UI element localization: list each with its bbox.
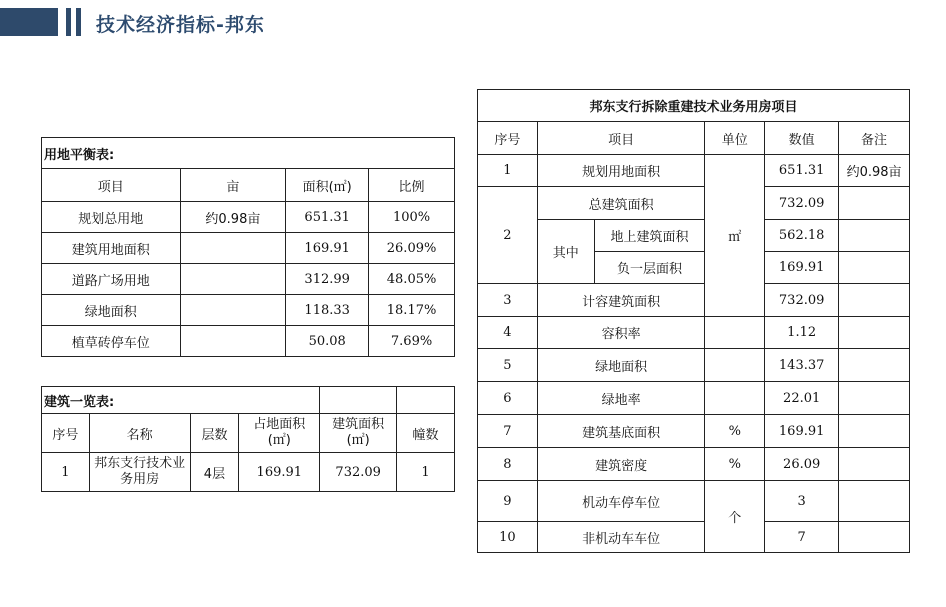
header-accent-bar (76, 8, 81, 36)
header-accent-bar (66, 8, 71, 36)
building-cell: 1 (42, 453, 90, 492)
header-accent-block (0, 8, 58, 36)
table-row (478, 349, 910, 382)
indicator-cell: 9 (478, 481, 538, 522)
land-cell: 道路广场用地 (42, 264, 181, 295)
building-header-footprint: 占地面积 (㎡) (239, 414, 320, 453)
indicator-cell: 负一层面积 (594, 252, 705, 284)
unit-cell (705, 382, 765, 415)
indicator-cell: 3 (765, 481, 839, 522)
indicator-cell (839, 415, 910, 448)
table-row (42, 202, 455, 233)
page-title: 技术经济指标-邦东 (96, 14, 265, 36)
indicator-cell: 22.01 (765, 382, 839, 415)
table-row (478, 522, 910, 553)
indicator-cell (839, 317, 910, 349)
indicator-cell: 26.09 (765, 448, 839, 481)
table-row (478, 155, 910, 187)
indicator-cell: 1 (478, 155, 538, 187)
land-cell: 18.17% (369, 295, 455, 326)
land-cell: 植草砖停车位 (42, 326, 181, 357)
land-header-area: 面积(㎡) (286, 169, 369, 202)
land-cell: 50.08 (286, 326, 369, 357)
indicator-cell: 绿地面积 (537, 349, 705, 382)
indicator-header-value: 数值 (765, 122, 839, 155)
table-row (42, 295, 455, 326)
land-cell: 7.69% (369, 326, 455, 357)
indicator-cell: 10 (478, 522, 538, 553)
table-row (478, 481, 910, 522)
indicator-cell: 7 (765, 522, 839, 553)
unit-cell: % (705, 415, 765, 448)
building-list-table (41, 386, 455, 492)
indicator-cell (839, 448, 910, 481)
land-cell: 651.31 (286, 202, 369, 233)
indicator-cell (839, 522, 910, 553)
building-cell: 1 (397, 453, 455, 492)
table-row (478, 448, 910, 481)
indicator-cell: 562.18 (765, 220, 839, 252)
indicator-table-title: 邦东支行拆除重建技术业务用房项目 (478, 90, 910, 122)
indicator-cell: 规划用地面积 (537, 155, 705, 187)
unit-cell (705, 317, 765, 349)
indicator-cell (839, 187, 910, 220)
unit-cell (705, 349, 765, 382)
indicator-cell: 建筑基底面积 (537, 415, 705, 448)
indicator-cell: 6 (478, 382, 538, 415)
indicator-header-unit: 单位 (705, 122, 765, 155)
indicator-cell: 732.09 (765, 284, 839, 317)
building-cell: 4层 (190, 453, 239, 492)
table-row (478, 415, 910, 448)
land-cell: 169.91 (286, 233, 369, 264)
unit-cell: % (705, 448, 765, 481)
indicator-cell (839, 382, 910, 415)
table-row (42, 326, 455, 357)
table-row (478, 220, 910, 252)
land-cell (180, 233, 286, 264)
indicator-cell: 计容建筑面积 (537, 284, 705, 317)
indicator-cell: 机动车停车位 (537, 481, 705, 522)
indicator-cell: 4 (478, 317, 538, 349)
building-header-count: 幢数 (397, 414, 455, 453)
land-cell: 118.33 (286, 295, 369, 326)
indicator-cell (839, 481, 910, 522)
table-row (42, 233, 455, 264)
indicator-cell: 169.91 (765, 415, 839, 448)
land-cell: 绿地面积 (42, 295, 181, 326)
land-cell: 26.09% (369, 233, 455, 264)
land-cell (180, 326, 286, 357)
indicator-cell (839, 284, 910, 317)
indicator-cell: 建筑密度 (537, 448, 705, 481)
land-header-item: 项目 (42, 169, 181, 202)
indicator-cell: 总建筑面积 (537, 187, 705, 220)
sub-label-cell: 其中 (537, 220, 594, 284)
indicator-cell: 非机动车车位 (537, 522, 705, 553)
indicator-cell: 容积率 (537, 317, 705, 349)
indicator-cell: 169.91 (765, 252, 839, 284)
land-cell: 48.05% (369, 264, 455, 295)
unit-cell: 个 (705, 481, 765, 553)
indicator-cell: 7 (478, 415, 538, 448)
indicator-cell (839, 252, 910, 284)
indicator-cell: 732.09 (765, 187, 839, 220)
land-cell: 规划总用地 (42, 202, 181, 233)
building-cell: 邦东支行技术业 务用房 (89, 453, 190, 492)
land-header-mu: 亩 (180, 169, 286, 202)
building-header-name: 名称 (89, 414, 190, 453)
indicator-cell: 绿地率 (537, 382, 705, 415)
indicator-table (477, 89, 910, 553)
land-cell: 约0.98亩 (180, 202, 286, 233)
indicator-cell: 约0.98亩 (839, 155, 910, 187)
indicator-cell: 3 (478, 284, 538, 317)
indicator-cell: 8 (478, 448, 538, 481)
land-cell (180, 295, 286, 326)
building-cell: 169.91 (239, 453, 320, 492)
building-header-floors: 层数 (190, 414, 239, 453)
indicator-cell: 651.31 (765, 155, 839, 187)
land-cell: 100% (369, 202, 455, 233)
building-header-no: 序号 (42, 414, 90, 453)
land-cell: 建筑用地面积 (42, 233, 181, 264)
indicator-cell (839, 349, 910, 382)
land-header-ratio: 比例 (369, 169, 455, 202)
indicator-cell (839, 220, 910, 252)
table-row (42, 453, 455, 492)
indicator-cell: 1.12 (765, 317, 839, 349)
table-row (42, 264, 455, 295)
indicator-header-note: 备注 (839, 122, 910, 155)
building-table-title: 建筑一览表: (42, 387, 320, 414)
unit-cell: ㎡ (705, 155, 765, 317)
indicator-cell: 143.37 (765, 349, 839, 382)
land-balance-table (41, 137, 455, 357)
land-cell: 312.99 (286, 264, 369, 295)
blank-cell (397, 387, 455, 414)
blank-cell (320, 387, 397, 414)
indicator-cell: 5 (478, 349, 538, 382)
land-cell (180, 264, 286, 295)
building-header-floor-area: 建筑面积 (㎡) (320, 414, 397, 453)
table-row (478, 284, 910, 317)
building-cell: 732.09 (320, 453, 397, 492)
indicator-header-no: 序号 (478, 122, 538, 155)
land-table-title: 用地平衡表: (42, 138, 455, 169)
table-row (478, 187, 910, 220)
table-row (478, 382, 910, 415)
indicator-cell: 2 (478, 187, 538, 284)
indicator-cell: 地上建筑面积 (594, 220, 705, 252)
table-row (478, 317, 910, 349)
indicator-header-item: 项目 (537, 122, 705, 155)
